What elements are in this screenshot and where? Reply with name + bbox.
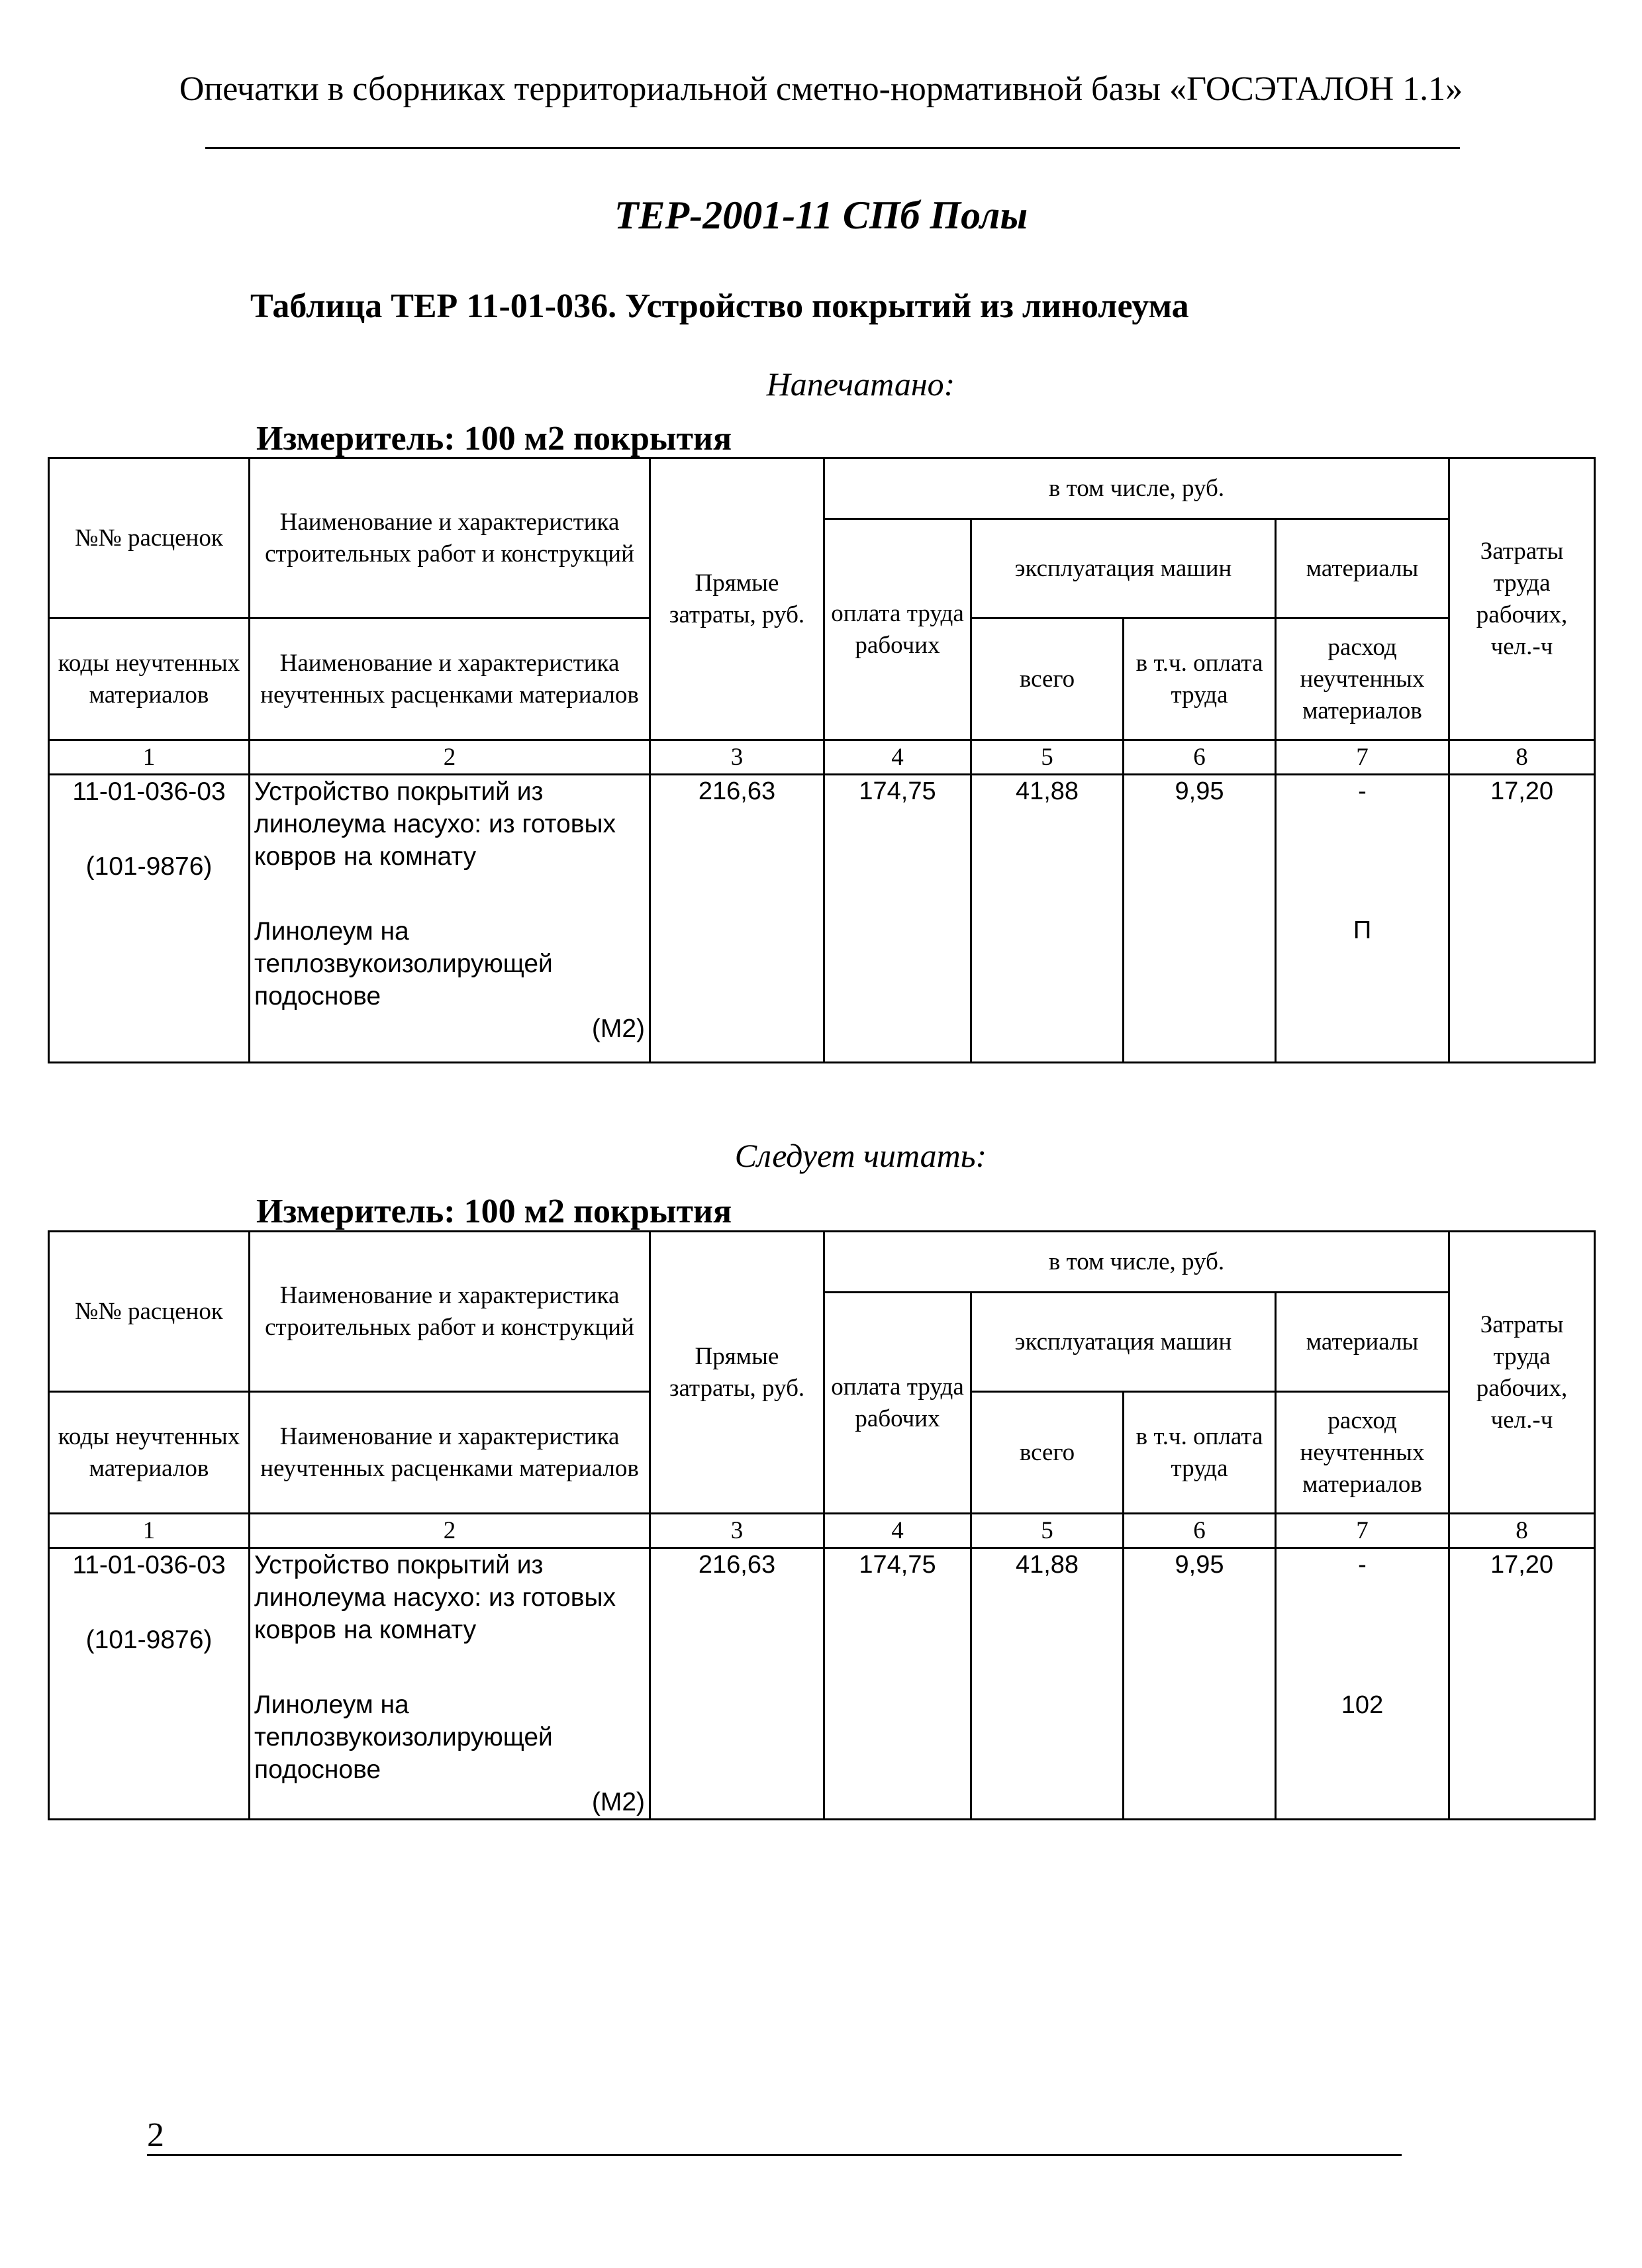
col-number: 6 [1124, 740, 1276, 775]
materials-value: - [1358, 1551, 1367, 1579]
labor-pay-value: 174,75 [824, 775, 971, 1063]
cell-spacer [254, 1646, 645, 1689]
header-codes: коды неучтенных материалов [49, 618, 250, 740]
material-name: Линолеум на теплозвукоизолирующей подоснове [254, 1691, 553, 1784]
col-number: 1 [49, 1514, 250, 1548]
col-number: 2 [250, 740, 650, 775]
header-including: в том числе, руб. [824, 1232, 1449, 1293]
header-labor-hours: Затраты труда рабочих, чел.-ч [1449, 458, 1595, 740]
header-materials-consumption: расход неучтенных материалов [1276, 618, 1449, 740]
col-number: 4 [824, 1514, 971, 1548]
labor-pay-value: 174,75 [824, 1548, 971, 1820]
col-number: 8 [1449, 740, 1595, 775]
table-title: Таблица ТЕР 11-01-036. Устройство покрытий из линолеума [250, 287, 1189, 325]
col-number: 6 [1124, 1514, 1276, 1548]
rate-name-cell [250, 775, 650, 1063]
header-name-works: Наименование и характеристика строительных работ и конструкций [250, 1232, 650, 1392]
rate-code-cell [49, 1548, 250, 1820]
col-number: 1 [49, 740, 250, 775]
col-number: 4 [824, 740, 971, 775]
rate-code-cell [49, 775, 250, 1063]
header-direct-costs: Прямые затраты, руб. [650, 1232, 824, 1514]
header-labor-pay: оплата труда рабочих [824, 519, 971, 740]
labor-hours-value: 17,20 [1449, 1548, 1595, 1820]
header-machines-total: всего [971, 1392, 1124, 1514]
measure-unit: Измеритель: 100 м2 покрытия [256, 1193, 732, 1230]
running-header: Опечатки в сборниках территориальной сметно-нормативной базы «ГОСЭТАЛОН 1.1» [179, 70, 1463, 108]
machines-total-value: 41,88 [971, 775, 1124, 1063]
correct-reading-label: Следует читать: [734, 1137, 987, 1174]
header-name-materials: Наименование и характеристика неучтенных расценками материалов [250, 1392, 650, 1514]
col-number: 7 [1276, 1514, 1449, 1548]
cell-spacer [54, 1581, 244, 1624]
material-consumption-value: 102 [1341, 1691, 1384, 1719]
cell-spacer [254, 873, 645, 915]
materials-cell [1276, 775, 1449, 1063]
col-number: 7 [1276, 740, 1449, 775]
machines-labor-value: 9,95 [1124, 1548, 1276, 1820]
document-title: ТЕР-2001-11 СПб Полы [614, 193, 1028, 237]
header-materials: материалы [1276, 519, 1449, 618]
measure-unit: Измеритель: 100 м2 покрытия [256, 420, 732, 458]
header-materials-consumption: расход неучтенных материалов [1276, 1392, 1449, 1514]
header-name-materials: Наименование и характеристика неучтенных расценками материалов [250, 618, 650, 740]
material-consumption-value: П [1353, 916, 1372, 944]
cell-spacer [1280, 1581, 1444, 1689]
header-labor-hours: Затраты труда рабочих, чел.-ч [1449, 1232, 1595, 1514]
materials-value: - [1358, 777, 1367, 805]
header-divider [205, 147, 1460, 149]
direct-costs-value: 216,63 [650, 775, 824, 1063]
header-machines: эксплуатация машин [971, 1293, 1276, 1392]
rates-table-printed [48, 457, 1596, 1063]
rate-name-cell [250, 1548, 650, 1820]
page-number: 2 [147, 2116, 164, 2154]
col-number: 5 [971, 1514, 1124, 1548]
machines-total-value: 41,88 [971, 1548, 1124, 1820]
materials-cell [1276, 1548, 1449, 1820]
header-machines-labor: в т.ч. оплата труда [1124, 618, 1276, 740]
header-including: в том числе, руб. [824, 458, 1449, 519]
header-direct-costs: Прямые затраты, руб. [650, 458, 824, 740]
rates-table-corrected [48, 1230, 1596, 1820]
col-number: 5 [971, 740, 1124, 775]
material-unit: (М2) [591, 1788, 645, 1816]
header-name-works: Наименование и характеристика строительных работ и конструкций [250, 458, 650, 618]
material-unit: (М2) [591, 1014, 645, 1043]
col-number: 3 [650, 1514, 824, 1548]
header-rate-no: №№ расценок [49, 458, 250, 618]
labor-hours-value: 17,20 [1449, 775, 1595, 1063]
cell-spacer [1280, 807, 1444, 914]
header-rate-no: №№ расценок [49, 1232, 250, 1392]
header-materials: материалы [1276, 1293, 1449, 1392]
material-name: Линолеум на теплозвукоизолирующей подоснове [254, 917, 553, 1011]
header-machines-total: всего [971, 618, 1124, 740]
machines-labor-value: 9,95 [1124, 775, 1276, 1063]
header-machines-labor: в т.ч. оплата труда [1124, 1392, 1276, 1514]
direct-costs-value: 216,63 [650, 1548, 824, 1820]
rate-name: Устройство покрытий из линолеума насухо: из готовых ковров на комнату [254, 777, 616, 871]
cell-spacer [54, 808, 244, 850]
rate-code: 11-01-036-03 [72, 777, 226, 806]
col-number: 2 [250, 1514, 650, 1548]
material-code: (101-9876) [85, 1626, 213, 1654]
rate-name: Устройство покрытий из линолеума насухо: из готовых ковров на комнату [254, 1551, 616, 1644]
header-codes: коды неучтенных материалов [49, 1392, 250, 1514]
header-labor-pay: оплата труда рабочих [824, 1293, 971, 1514]
material-code: (101-9876) [85, 852, 213, 881]
rate-code: 11-01-036-03 [72, 1551, 226, 1579]
printed-label: Напечатано: [766, 366, 955, 403]
col-number: 8 [1449, 1514, 1595, 1548]
header-machines: эксплуатация машин [971, 519, 1276, 618]
col-number: 3 [650, 740, 824, 775]
footer-divider [147, 2154, 1402, 2156]
